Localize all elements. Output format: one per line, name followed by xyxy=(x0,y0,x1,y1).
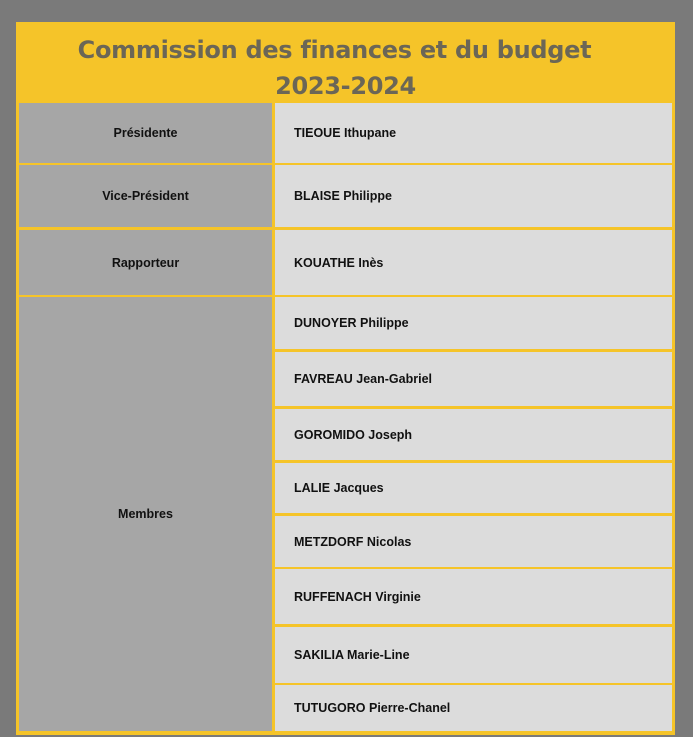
name-cell xyxy=(275,569,672,624)
role-label: Vice-Président xyxy=(102,189,189,203)
document-page xyxy=(16,22,675,735)
member-name: LALIE Jacques xyxy=(294,481,384,495)
title-line-2: 2023-2024 xyxy=(275,72,416,100)
member-name: FAVREAU Jean-Gabriel xyxy=(294,372,433,386)
name-cell xyxy=(275,165,672,227)
member-name: RUFFENACH Virginie xyxy=(294,589,421,604)
role-label: Membres xyxy=(118,507,173,521)
member-name: TUTUGORO Pierre-Chanel xyxy=(294,701,451,715)
member-name: METZDORF Nicolas xyxy=(294,534,412,549)
role-cell-membres xyxy=(19,297,272,731)
name-cell xyxy=(275,463,672,513)
name-cell xyxy=(275,516,672,567)
member-name: SAKILIA Marie-Line xyxy=(294,648,410,662)
name-cell xyxy=(275,627,672,683)
member-name: DUNOYER Philippe xyxy=(294,316,409,330)
role-cell-rapporteur xyxy=(19,230,272,295)
member-name: KOUATHE Inès xyxy=(294,255,384,270)
name-cell xyxy=(275,409,672,460)
role-cell-vice-president xyxy=(19,165,272,227)
title-line-1: Commission des finances et du budget xyxy=(77,36,592,64)
role-cell-presidente xyxy=(19,103,272,163)
role-label: Présidente xyxy=(113,126,178,140)
name-cell xyxy=(275,230,672,295)
name-cell xyxy=(275,297,672,349)
member-name: TIEOUE Ithupane xyxy=(294,126,397,140)
table-header xyxy=(16,22,675,102)
name-cell xyxy=(275,685,672,731)
member-name: GOROMIDO Joseph xyxy=(294,427,413,442)
role-label: Rapporteur xyxy=(111,255,180,270)
name-cell xyxy=(275,352,672,406)
name-cell xyxy=(275,103,672,163)
member-name: BLAISE Philippe xyxy=(294,189,392,203)
